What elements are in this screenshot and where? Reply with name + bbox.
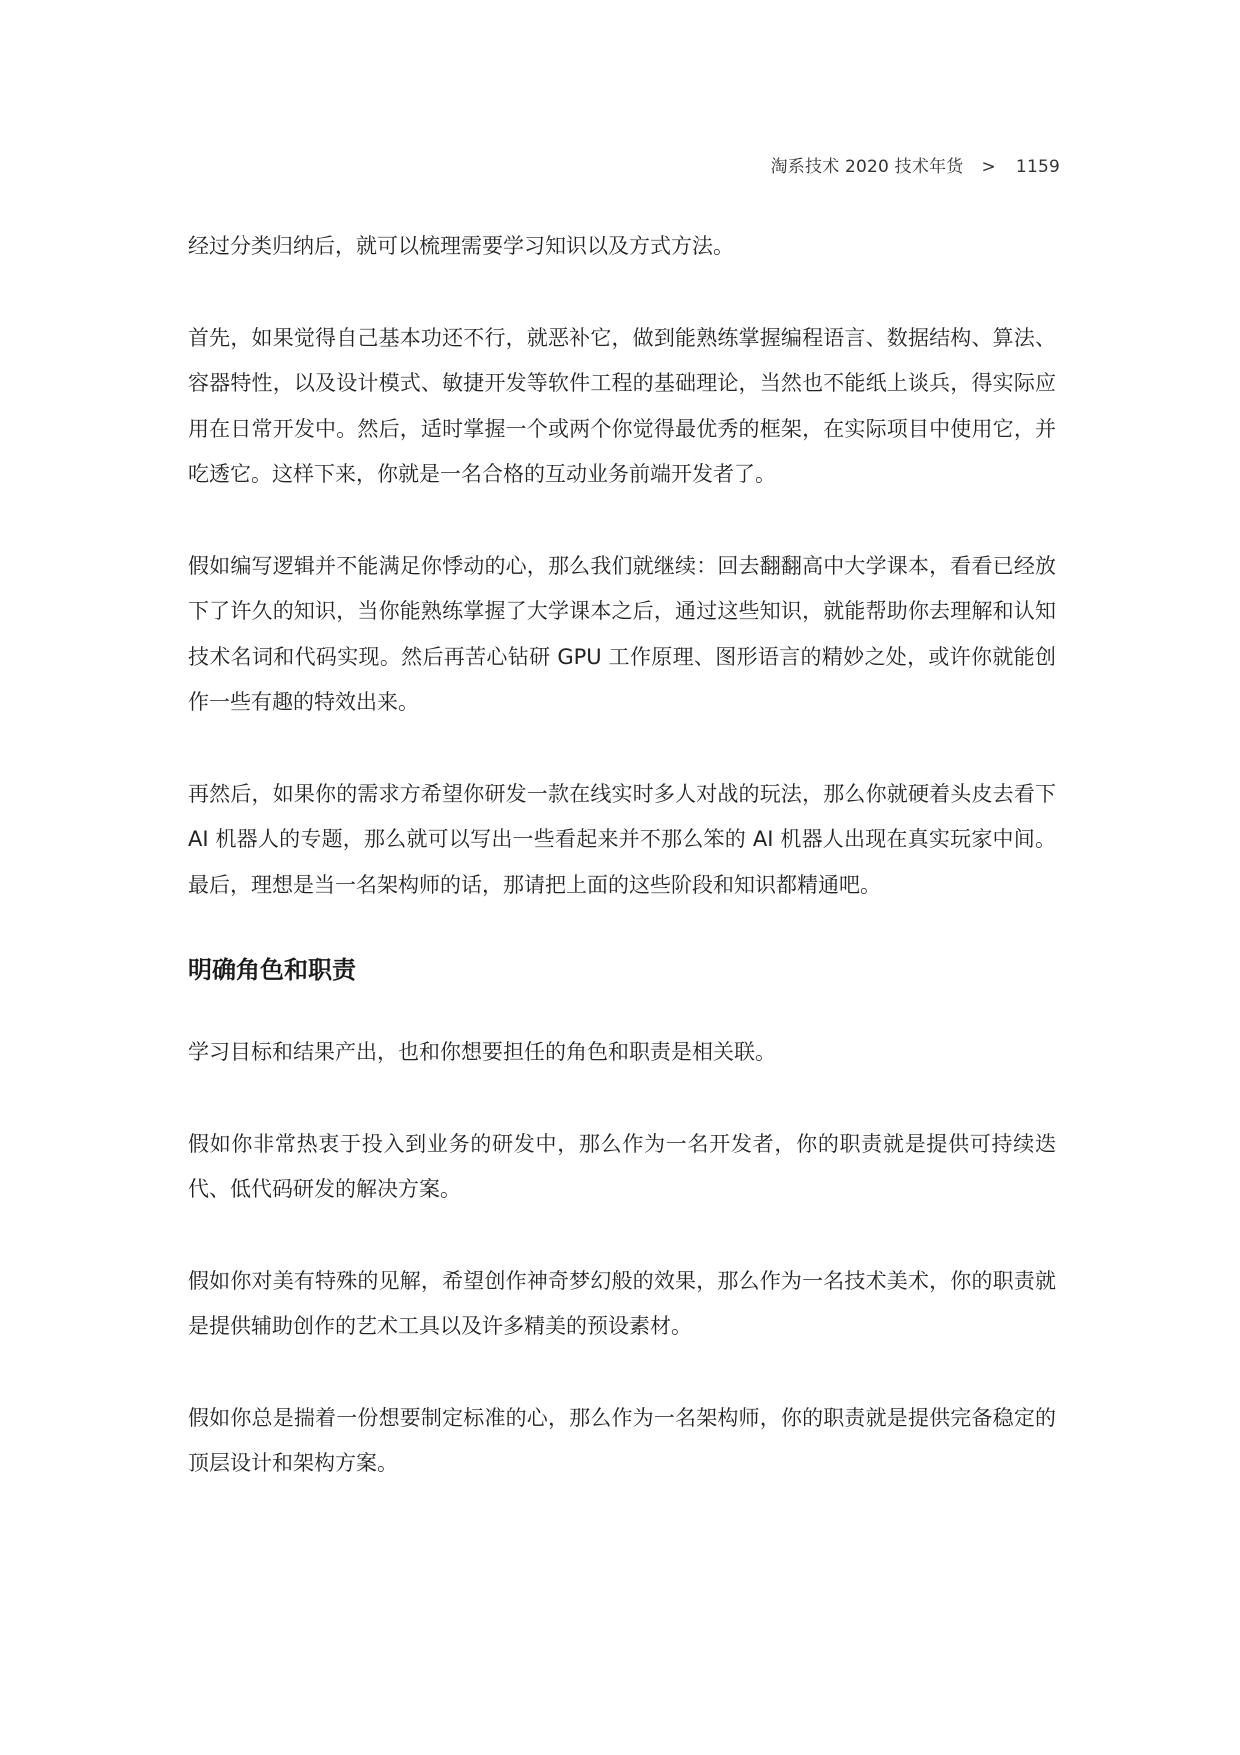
paragraph-classify-summary: 经过分类归纳后，就可以梳理需要学习知识以及方式方法。 [188, 234, 734, 258]
running-header [771, 152, 1060, 177]
paragraph-role-tech-artist: 假如你对美有特殊的见解，希望创作神奇梦幻般的效果，那么作为一名技术美术，你的职责就是提供辅助创作的艺术工具以及许多精美的预设素材。 [188, 1268, 1056, 1338]
body-content [188, 224, 1056, 1487]
book-title: 淘系技术 2020 技术年货 [770, 157, 964, 177]
page-number: 1159 [1015, 157, 1060, 177]
paragraph-fundamentals: 首先，如果觉得自己基本功还不行，就恶补它，做到能熟练掌握编程语言、数据结构、算法、容器特性，以及设计模式、敏捷开发等软件工程的基础理论，当然也不能纸上谈兵，得实际应用在日常开发中。然后，适时掌握一个或两个你觉得最优秀的框架，在实际项目中使用它，并吃透它。这样下来，你就是一名合格的互动业务前端开发者了。 [188, 325, 1056, 486]
paragraph-ai-architect: 再然后，如果你的需求方希望你研发一款在线实时多人对战的玩法，那么你就硬着头皮去看下 AI 机器人的专题，那么就可以写出一些看起来并不那么笨的 AI 机器人出现在真实玩家中间。 最后，理想是当一名架构师的话，那请把上面的这些阶段和知识都精通吧。 [188, 781, 1056, 897]
paragraph-graphics-study: 假如编写逻辑并不能满足你悸动的心，那么我们就继续：回去翻翻高中大学课本，看看已经放下了许久的知识，当你能熟练掌握了大学课本之后，通过这些知识，就能帮助你去理解和认知技术名词和代码实现。然后再苦心钻研 GPU 工作原理、图形语言的精妙之处，或许你就能创作一些有趣的特效出来。 [188, 553, 1056, 714]
paragraph-role-architect: 假如你总是揣着一份想要制定标准的心，那么作为一名架构师，你的职责就是提供完备稳定的顶层设计和架构方案。 [188, 1405, 1056, 1475]
paragraph-role-developer: 假如你非常热衷于投入到业务的研发中，那么作为一名开发者，你的职责就是提供可持续迭代、低代码研发的解决方案。 [188, 1131, 1056, 1201]
header-separator: > [981, 157, 996, 177]
section-heading: 明确角色和职责 [188, 956, 356, 984]
paragraph-roles-intro: 学习目标和结果产出，也和你想要担任的角色和职责是相关联。 [188, 1040, 776, 1064]
